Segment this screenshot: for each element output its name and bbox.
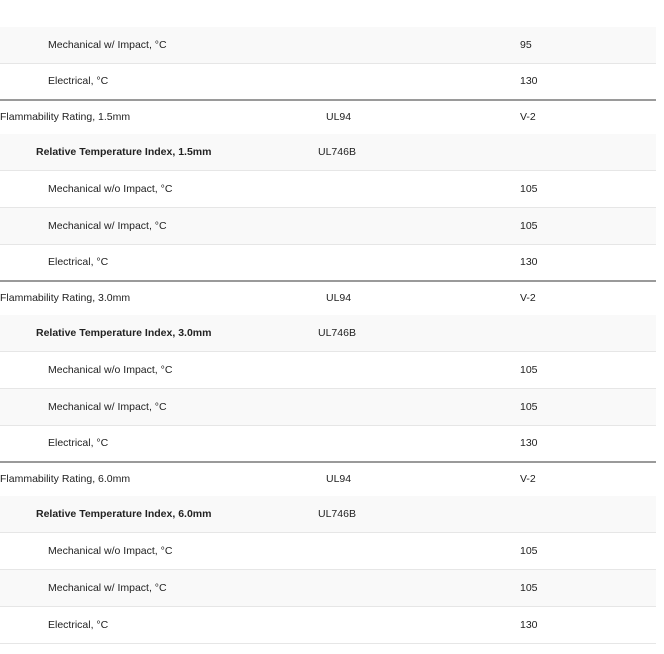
property-label: Electrical, °C (48, 256, 109, 269)
property-row (0, 282, 656, 315)
test-method: UL94 (326, 111, 352, 124)
property-group-header (0, 134, 656, 171)
property-label: Flammability Rating, 6.0mm (0, 473, 131, 486)
property-sub-row (0, 64, 656, 101)
property-sub-row (0, 389, 656, 426)
test-method: UL746B (318, 145, 356, 158)
property-value: V-2 (520, 111, 536, 124)
property-label: Mechanical w/o Impact, °C (48, 182, 173, 195)
property-label: Electrical, °C (48, 75, 109, 88)
property-row (0, 463, 656, 496)
property-table (0, 27, 656, 644)
property-label: Mechanical w/ Impact, °C (48, 581, 167, 594)
property-value: 130 (520, 618, 538, 631)
property-value: 105 (520, 544, 538, 557)
test-method: UL746B (318, 326, 356, 339)
property-row (0, 101, 656, 134)
property-value: 95 (520, 38, 532, 51)
property-label: Mechanical w/ Impact, °C (48, 219, 167, 232)
property-label: Flammability Rating, 1.5mm (0, 111, 131, 124)
property-sub-row (0, 27, 656, 64)
property-label: Mechanical w/o Impact, °C (48, 363, 173, 376)
property-value: 130 (520, 75, 538, 88)
property-sub-row (0, 245, 656, 282)
property-value: V-2 (520, 292, 536, 305)
property-sub-row (0, 533, 656, 570)
property-value: 105 (520, 219, 538, 232)
property-label: Flammability Rating, 3.0mm (0, 292, 131, 305)
property-sub-row (0, 208, 656, 245)
property-label: Relative Temperature Index, 6.0mm (36, 507, 212, 520)
property-value: 130 (520, 256, 538, 269)
property-label: Mechanical w/ Impact, °C (48, 400, 167, 413)
property-group-header (0, 315, 656, 352)
property-sub-row (0, 171, 656, 208)
property-value: 130 (520, 437, 538, 450)
property-value: 105 (520, 400, 538, 413)
property-group-header (0, 496, 656, 533)
property-label: Electrical, °C (48, 437, 109, 450)
test-method: UL746B (318, 507, 356, 520)
property-label: Relative Temperature Index, 1.5mm (36, 145, 212, 158)
property-label: Relative Temperature Index, 3.0mm (36, 326, 212, 339)
property-label: Electrical, °C (48, 618, 109, 631)
property-sub-row (0, 607, 656, 644)
test-method: UL94 (326, 473, 352, 486)
test-method: UL94 (326, 292, 352, 305)
property-label: Mechanical w/ Impact, °C (48, 38, 167, 51)
property-value: 105 (520, 581, 538, 594)
property-value: 105 (520, 363, 538, 376)
property-value: V-2 (520, 473, 536, 486)
property-sub-row (0, 352, 656, 389)
property-label: Mechanical w/o Impact, °C (48, 544, 173, 557)
property-value: 105 (520, 182, 538, 195)
property-sub-row (0, 426, 656, 463)
property-sub-row (0, 570, 656, 607)
